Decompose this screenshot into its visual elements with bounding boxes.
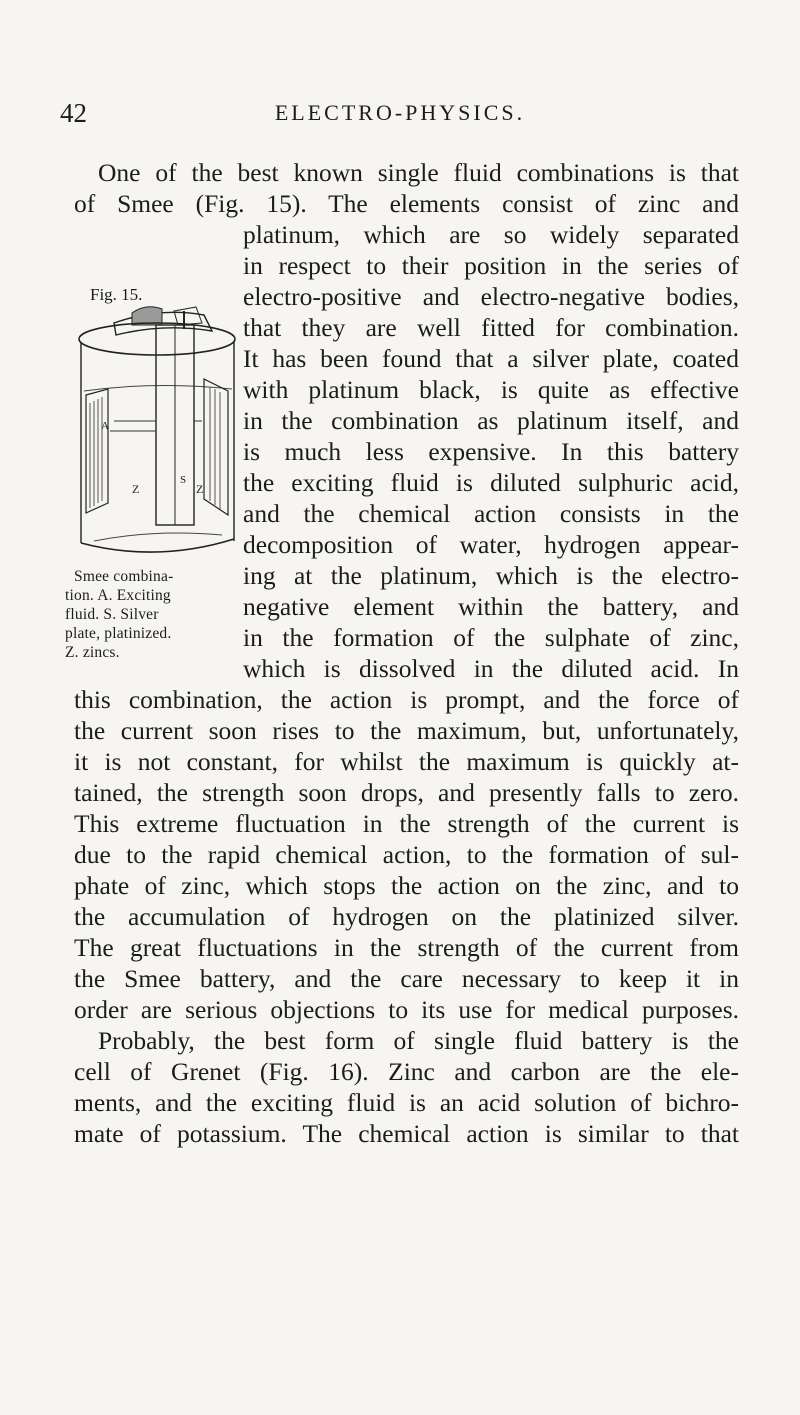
marker-z-left: Z — [132, 482, 140, 496]
page-header — [60, 98, 740, 132]
text-line: of Smee (Fig. 15). The elements consist of zinc and — [74, 189, 739, 218]
caption-line: tion. A. Exciting — [65, 587, 171, 604]
text-line: ments, and the exciting fluid is an acid solution of bichro- — [74, 1088, 739, 1117]
text-line: the Smee battery, and the care necessary to keep it in — [74, 964, 739, 993]
marker-s: S — [180, 474, 187, 486]
page-number: 42 — [60, 98, 87, 128]
text-line: order are serious objections to its use for medical purposes. — [74, 995, 739, 1024]
text-line: which is dissolved in the diluted acid. In — [243, 654, 739, 683]
text-line: it is not constant, for whilst the maximum is quickly at- — [74, 747, 739, 776]
running-head: ELECTRO-PHYSICS. — [274, 100, 526, 125]
marker-z-right: Z — [196, 482, 204, 496]
text-line: that they are well fitted for combination. — [243, 313, 739, 342]
caption-line: plate, platinized. — [65, 625, 172, 642]
text-line: due to the rapid chemical action, to the formation of sul- — [74, 840, 739, 869]
text-line: the current soon rises to the maximum, but, unfortunately, — [74, 716, 739, 745]
text-line: negative element within the battery, and — [243, 592, 739, 621]
caption-line: Smee combina- — [74, 568, 174, 585]
text-line: and the chemical action consists in the — [243, 499, 739, 528]
text-line: the exciting fluid is diluted sulphuric acid, — [243, 468, 739, 497]
text-line: phate of zinc, which stops the action on the zinc, and to — [74, 871, 739, 900]
text-beside-figure — [243, 219, 739, 684]
text-line: ing at the platinum, which is the electro- — [243, 561, 739, 590]
text-line: with platinum black, is quite as effective — [243, 375, 739, 404]
text-line: electro-positive and electro-negative bodies, — [243, 282, 739, 311]
caption-line: Z. zincs. — [65, 644, 120, 661]
text-line: tained, the strength soon drops, and presently falls to zero. — [74, 778, 739, 807]
text-line: in the formation of the sulphate of zinc, — [243, 623, 739, 652]
text-line: in the combination as platinum itself, and — [243, 406, 739, 435]
text-line: cell of Grenet (Fig. 16). Zinc and carbon are the ele- — [74, 1057, 739, 1086]
caption-line: fluid. S. Silver — [65, 606, 159, 623]
text-line: decomposition of water, hydrogen appear- — [243, 530, 739, 559]
text-line: Probably, the best form of single fluid battery is the — [98, 1026, 739, 1055]
text-line: One of the best known single fluid combinations is that — [98, 158, 739, 187]
figure-caption — [65, 567, 235, 662]
text-line: This extreme fluctuation in the strength of the current is — [74, 809, 739, 838]
figure-label: Fig. 15. — [90, 285, 143, 304]
text-line: platinum, which are so widely separated — [243, 220, 739, 249]
text-line: in respect to their position in the series of — [243, 251, 739, 280]
text-line: mate of potassium. The chemical action is similar to that — [74, 1119, 739, 1148]
text-line: is much less expensive. In this battery — [243, 437, 739, 466]
marker-a: A — [101, 420, 109, 432]
text-line: The great fluctuations in the strength of the current from — [74, 933, 739, 962]
text-line: the accumulation of hydrogen on the platinized silver. — [74, 902, 739, 931]
text-line: It has been found that a silver plate, coated — [243, 344, 739, 373]
text-line: this combination, the action is prompt, and the force of — [74, 685, 739, 714]
smee-cell-illustration — [74, 303, 244, 563]
